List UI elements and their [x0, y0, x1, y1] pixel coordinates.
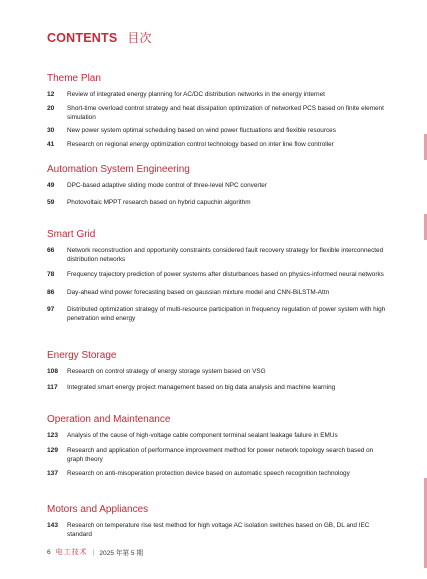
section-title: Theme Plan	[47, 73, 101, 84]
issue-label: 2025 年第 5 期	[99, 550, 144, 557]
entry-page: 143	[47, 522, 59, 529]
entry-title: Research on temperature rise test method for high voltage AC isolation switches based on GB, DL and IEC standard	[67, 522, 370, 538]
journal-logo: 电工技术	[55, 549, 88, 556]
section-automation	[47, 164, 387, 213]
toc-entry[interactable]	[47, 127, 387, 136]
entry-title: Research on anti-misoperation protection device based on automatic speech recognition technology	[67, 470, 350, 478]
entry-page: 117	[47, 383, 58, 391]
entry-title: Day-ahead wind power forecasting based on gaussian mixture model and CNN-BiLSTM-Attn	[67, 289, 330, 297]
entry-title: Research on control strategy of energy storage system based on VSG	[67, 368, 266, 375]
entry-page: 108	[47, 368, 59, 375]
toc-entry[interactable]	[47, 141, 387, 150]
toc-entry[interactable]	[47, 289, 387, 298]
entry-page: 123	[47, 432, 59, 439]
toc-entry[interactable]	[47, 182, 387, 191]
entry-title: Short-time overload control strategy and heat dissipation optimization of networked PCS based on finite element simulation	[67, 104, 384, 121]
entry-page: 129	[47, 446, 59, 454]
entry-title: New power system optimal scheduling based on wind power fluctuations and flexible resources	[67, 127, 336, 135]
footer-divider: |	[92, 548, 95, 556]
entry-title: Photovoltaic MPPT research based on hybrid capuchin algorithm	[67, 198, 251, 206]
toc-entry[interactable]	[47, 105, 387, 123]
page-footer	[47, 547, 143, 557]
toc-entry[interactable]	[47, 384, 387, 393]
toc-entry[interactable]	[47, 432, 387, 441]
entry-page: 30	[47, 127, 55, 135]
entry-page: 97	[47, 306, 55, 314]
entry-title: Distributed optimization strategy of multi-resource participation in frequency regulation of power system with high penetration wind energy	[67, 306, 386, 322]
page-number: 6	[47, 548, 51, 556]
toc-entry[interactable]	[47, 306, 387, 324]
section-smart-grid	[47, 229, 387, 329]
toc-entry[interactable]	[47, 447, 387, 465]
section-energy-storage	[47, 350, 387, 398]
entry-title: Review of integrated energy planning for AC/DC distribution networks in the energy internet	[67, 91, 325, 98]
entry-title: Frequency trajectory prediction of power systems after disturbances based on physics-informed neural networks	[67, 270, 384, 278]
entry-page: 20	[47, 104, 55, 112]
entry-title: Network reconstruction and opportunity constraints considered fault recovery strategy for flexible interconnected distribution networks	[67, 247, 384, 263]
entry-page: 59	[47, 198, 55, 206]
toc-entry[interactable]	[47, 91, 387, 100]
entry-title: Integrated smart energy project management based on big data analysis and machine learning	[67, 383, 336, 391]
entry-title: Research on regional energy optimization control technology based on inter line flow controller	[67, 141, 334, 149]
section-title: Automation System Engineering	[47, 164, 190, 175]
section-title: Operation and Maintenance	[47, 414, 171, 425]
contents-title-cn: 目次	[127, 31, 152, 45]
entry-page: 49	[47, 182, 55, 189]
contents-title: CONTENTS	[47, 31, 118, 45]
contents-header	[47, 29, 367, 47]
section-title: Energy Storage	[47, 350, 117, 361]
entry-title: Analysis of the cause of high-voltage cable component terminal sealant leakage failure in EMUs	[67, 432, 338, 439]
toc-entry[interactable]	[47, 199, 387, 208]
entry-page: 41	[47, 141, 55, 149]
entry-page: 78	[47, 270, 55, 278]
entry-page: 12	[47, 91, 55, 98]
section-title: Smart Grid	[47, 229, 96, 240]
entry-title: DPC-based adaptive sliding mode control of three-level NPC converter	[67, 182, 267, 189]
toc-entry[interactable]	[47, 247, 387, 265]
toc-entry[interactable]	[47, 470, 387, 479]
entry-page: 137	[47, 470, 59, 478]
toc-entry[interactable]	[47, 368, 387, 377]
section-motors-appliances	[47, 504, 387, 545]
section-operation-maintenance	[47, 414, 387, 484]
toc-entry[interactable]	[47, 522, 387, 540]
entry-page: 66	[47, 247, 55, 254]
entry-title: Research and application of performance improvement method for power network topology search based on graph theory	[67, 446, 374, 463]
entry-page: 86	[47, 289, 55, 297]
section-theme-plan	[47, 73, 387, 155]
toc-entry[interactable]	[47, 271, 387, 280]
section-title: Motors and Appliances	[47, 504, 149, 515]
